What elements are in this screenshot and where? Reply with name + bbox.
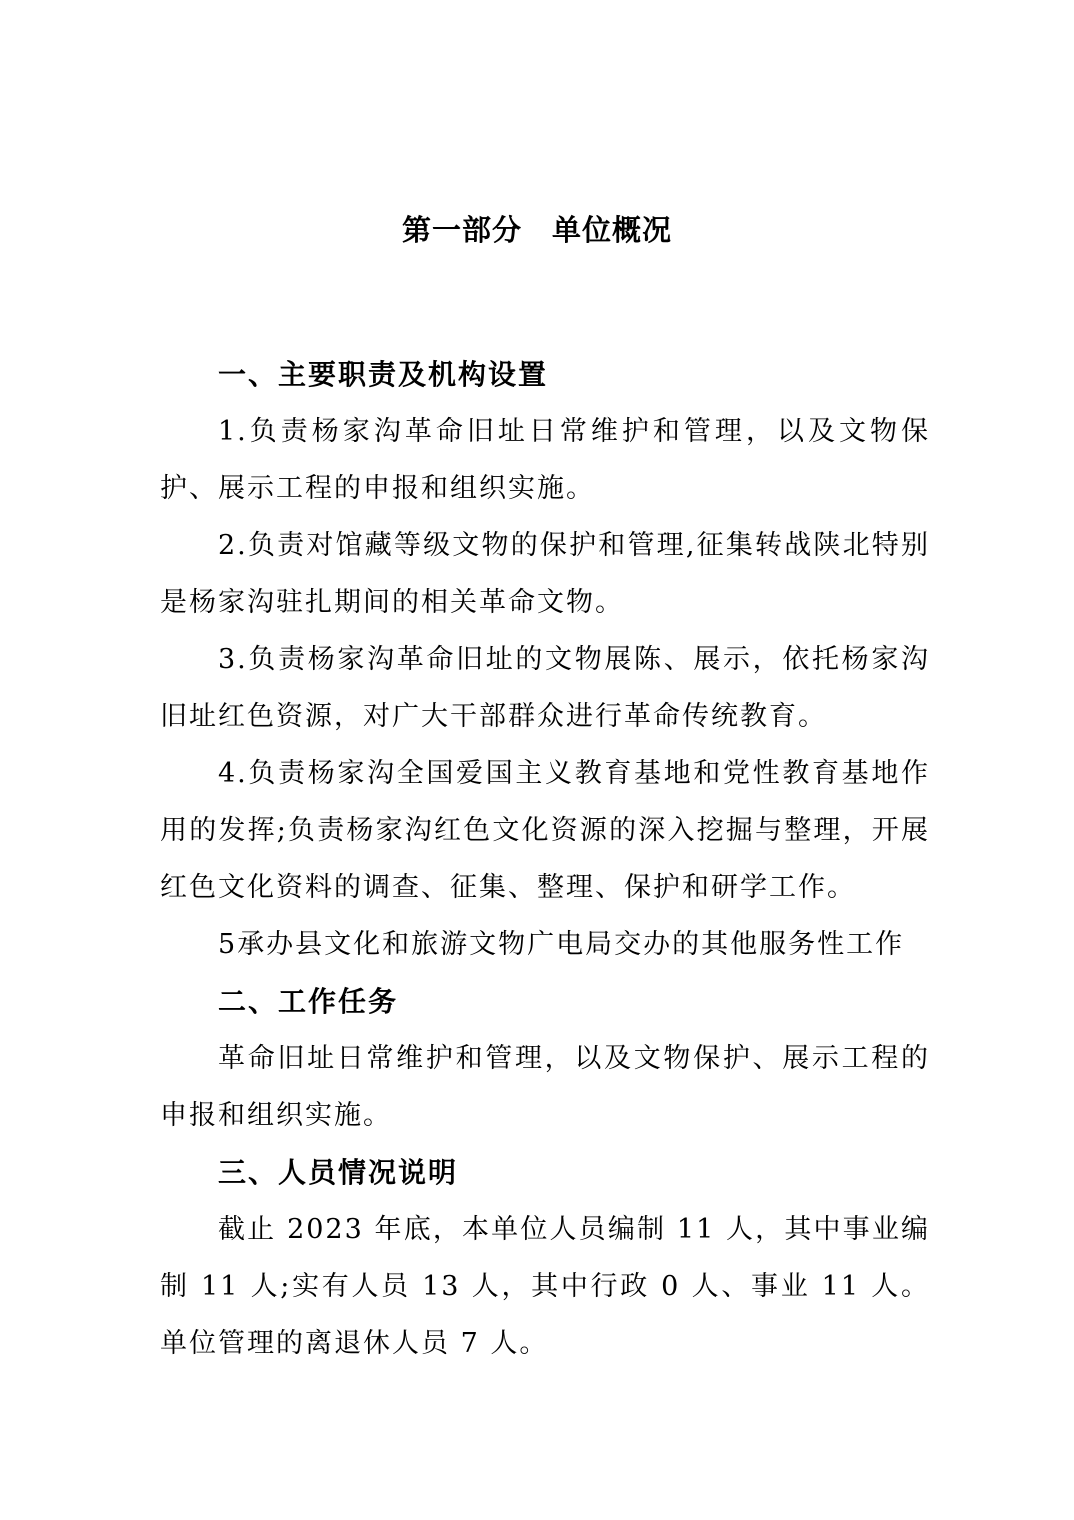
duty-item-1: 1.负责杨家沟革命旧址日常维护和管理，以及文物保护、展示工程的申报和组织实施。 bbox=[160, 416, 930, 504]
section-heading-staffing: 三、人员情况说明 bbox=[218, 1156, 459, 1189]
section-tasks bbox=[160, 973, 930, 1144]
duty-item-5: 5承办县文化和旅游文物广电局交办的其他服务性工作 bbox=[218, 929, 905, 960]
tasks-paragraph: 革命旧址日常维护和管理，以及文物保护、展示工程的申报和组织实施。 bbox=[160, 1043, 930, 1131]
section-heading-tasks: 二、工作任务 bbox=[218, 985, 399, 1018]
page-title: 第一部分 单位概况 bbox=[401, 213, 672, 247]
duty-item-4: 4.负责杨家沟全国爱国主义教育基地和党性教育基地作用的发挥;负责杨家沟红色文化资源的深入挖掘与整理，开展红色文化资料的调查、征集、整理、保护和研学工作。 bbox=[160, 758, 930, 903]
section-heading-duties: 一、主要职责及机构设置 bbox=[218, 358, 549, 391]
duty-item-2: 2.负责对馆藏等级文物的保护和管理,征集转战陕北特别是杨家沟驻扎期间的相关革命文物。 bbox=[160, 530, 930, 618]
duty-item-3: 3.负责杨家沟革命旧址的文物展陈、展示，依托杨家沟旧址红色资源，对广大干部群众进行革命传统教育。 bbox=[160, 644, 930, 732]
section-staffing bbox=[160, 1144, 930, 1372]
document-body bbox=[160, 346, 930, 1372]
section-duties bbox=[160, 346, 930, 973]
staffing-paragraph: 截止 2023 年底，本单位人员编制 11 人，其中事业编制 11 人;实有人员 13 人，其中行政 0 人、事业 11 人。单位管理的离退休人员 7 人。 bbox=[160, 1214, 930, 1359]
